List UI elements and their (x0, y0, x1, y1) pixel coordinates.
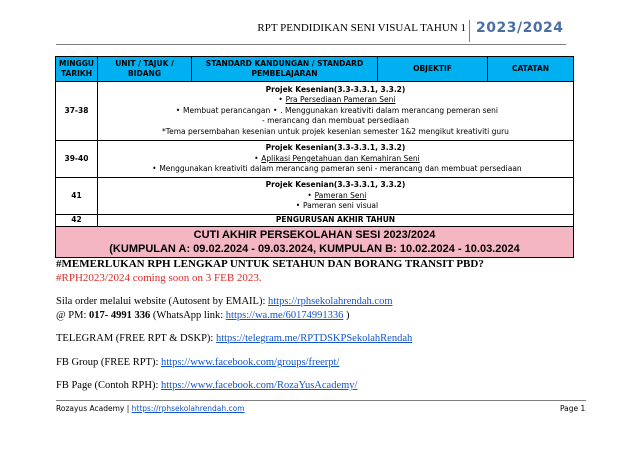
week-cell: 42 (56, 215, 98, 227)
content-cell (98, 82, 574, 141)
header-rule (56, 44, 566, 45)
col-minggu: MINGGU TARIKH (56, 57, 98, 82)
table-row (56, 141, 574, 178)
content-cell: PENGURUSAN AKHIR TAHUN (98, 215, 574, 227)
fbgroup-line: FB Group (FREE RPT): https://www.facebook.com/groups/freerpt/ (56, 357, 340, 368)
week-cell: 41 (56, 178, 98, 215)
header-divider (469, 20, 470, 42)
week-cell: 39-40 (56, 141, 98, 178)
footer-rule (56, 400, 586, 401)
week-cell: 37-38 (56, 82, 98, 141)
bullet-line: • Pra Persediaan Pameran Seni (278, 95, 396, 105)
table-row (56, 82, 574, 141)
fbpage-link[interactable]: https://www.facebook.com/RozaYusAcademy/ (161, 380, 358, 391)
content-cell (98, 141, 574, 178)
pm-phone: 017- 4991 336 (89, 310, 151, 321)
content-cell (98, 178, 574, 215)
col-objektif: OBJEKTIF (378, 57, 488, 82)
row-line: - merancang dan membuat persediaan (262, 116, 409, 126)
col-standard: STANDARD KANDUNGAN / STANDARD PEMBELAJARAN (192, 57, 378, 82)
bullet-line: • Membuat perancangan • . Menggunakan kreativiti dalam merancang pemeran seni (175, 105, 498, 115)
bullet-line: • Aplikasi Pengetahuan dan Kemahiran Seni (254, 153, 420, 163)
telegram-link[interactable]: https://telegram.me/RPTDSKPSekolahRendah (215, 333, 413, 344)
telegram-line: TELEGRAM (FREE RPT & DSKP): https://telegram.me/RPTDSKPSekolahRendah (56, 333, 413, 344)
cuti-line: (KUMPULAN A: 09.02.2024 - 09.03.2024, KUMPULAN B: 10.02.2024 - 10.03.2024 (109, 243, 520, 255)
coming-soon: #RPH2023/2024 coming soon on 3 FEB 2023. (56, 272, 262, 284)
fbpage-line: FB Page (Contoh RPH): https://www.facebook.com/RozaYusAcademy/ (56, 380, 358, 391)
cuti-row (56, 227, 574, 258)
header-title: RPT PENDIDIKAN SENI VISUAL TAHUN 1 (257, 22, 466, 34)
col-catatan: CATATAN (488, 57, 574, 82)
row-heading: Projek Kesenian(3.3-3.3.1, 3.3.2) (265, 84, 406, 94)
page-number: Page 1 (560, 404, 586, 413)
table-row (56, 215, 574, 227)
order-line: Sila order melalui website (Autosent by EMAIL): https://rphsekolahrendah.com (56, 296, 393, 307)
cuti-cell (56, 227, 574, 258)
footer-left: Rozayus Academy | https://rphsekolahrendah.com (56, 404, 245, 413)
bullet-line: • Menggunakan kreativiti dalam merancang pameran seni - merancang dan membuat persediaan (152, 164, 522, 174)
fbgroup-link[interactable]: https://www.facebook.com/groups/freerpt/ (161, 357, 340, 368)
bullet-line: • Pameran Seni (307, 190, 367, 200)
header-year: 2023/2024 (476, 20, 564, 36)
page-header (56, 20, 566, 42)
cuti-line: CUTI AKHIR PERSEKOLAHAN SESI 2023/2024 (193, 229, 436, 241)
table-row (56, 178, 574, 215)
row-heading: Projek Kesenian(3.3-3.3.1, 3.3.2) (265, 143, 406, 153)
order-link[interactable]: https://rphsekolahrendah.com (268, 296, 393, 307)
bullet-line: • Pameran seni visual (295, 201, 379, 211)
row-line: *Tema persembahan kesenian untuk projek kesenian semester 1&2 mengikut kreativiti guru (162, 126, 509, 136)
footer-link[interactable]: https://rphsekolahrendah.com (131, 404, 245, 413)
pm-line: @ PM: 017- 4991 336 (WhatsApp link: https://wa.me/60174991336 ) (56, 310, 350, 321)
table-header-row (56, 57, 574, 82)
col-unit: UNIT / TAJUK / BIDANG (98, 57, 192, 82)
whatsapp-link[interactable]: https://wa.me/60174991336 (225, 310, 344, 321)
row-heading: Projek Kesenian(3.3-3.3.1, 3.3.2) (265, 180, 406, 190)
headline: #MEMERLUKAN RPH LENGKAP UNTUK SETAHUN DAN BORANG TRANSIT PBD? (56, 258, 484, 270)
rpt-table (55, 56, 574, 258)
